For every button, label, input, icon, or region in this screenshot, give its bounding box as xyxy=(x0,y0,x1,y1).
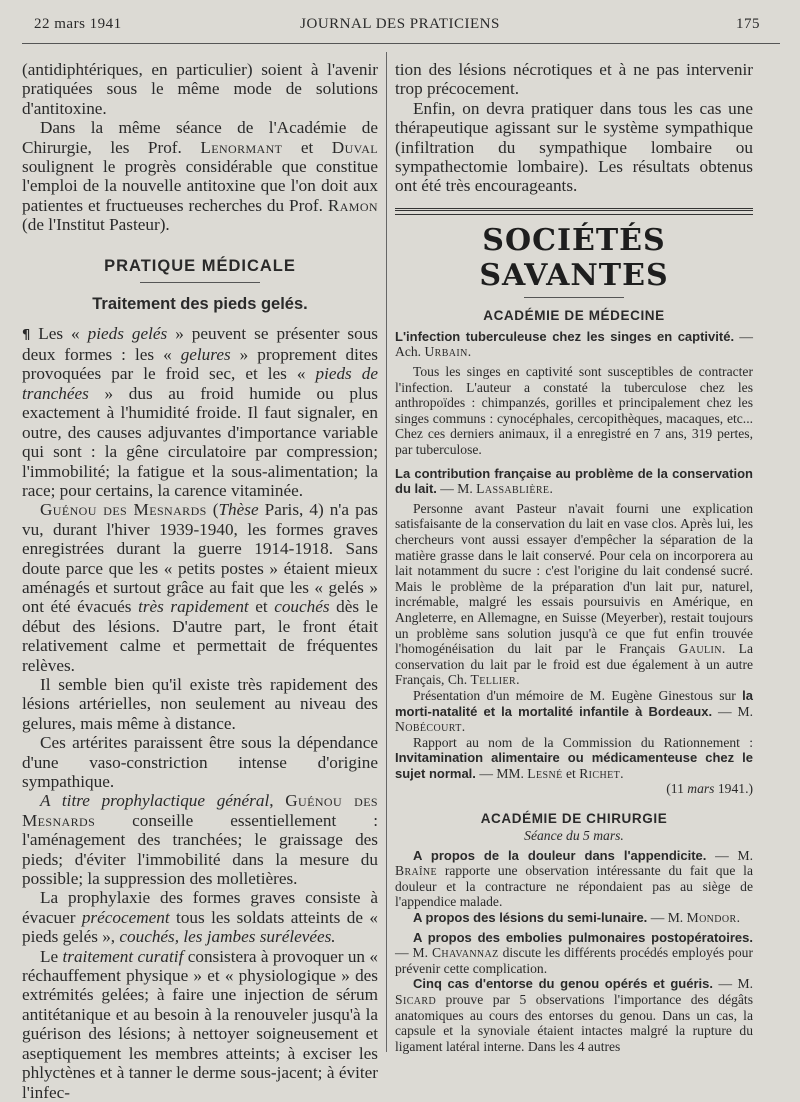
journal-title: JOURNAL DES PRATICIENS xyxy=(300,16,500,32)
header-rule xyxy=(22,43,780,44)
abstract-title: La contribution française au problème de la conservation du lait. — M. Lassablière. xyxy=(395,465,753,497)
paragraph: (antidiphtériques, en particulier) soient à l'avenir pratiquées sous le même mode de solutions d'antitoxine. xyxy=(22,60,378,118)
author-name: Guénou des Mesnards xyxy=(40,500,207,520)
abstract-entry: A propos de la douleur dans l'appendicite. — M. Braîne rapporte une observation intéressante du fait que la douleur et la contracture ne répondaient pas au siège de l'appendice malade. xyxy=(395,847,753,910)
abstract-entry: A propos des embolies pulmonaires postopératoires. — M. Chavannaz discute les différents procédés employés pour prévenir cette complication. xyxy=(395,929,753,976)
paragraph: A titre prophylactique général, Guénou des Mesnards conseille essentiellement : l'aménagement des tranchées; le graissage des pieds; d'éviter l'immobilité dans la mesure du possible; la suppression des molletières. xyxy=(22,791,378,889)
page-number: 175 xyxy=(736,16,760,32)
author-name: Richet xyxy=(579,765,621,781)
abstract-entry: Cinq cas d'entorse du genou opérés et guéris. — M. Sicard prouve par 5 observations l'importance des dégâts anatomiques au cours des entorses du genou. Dans un cas, la capsule et la synoviale étaient intactes malgré la rupture du ligament latéral interne. Dans les 4 autres xyxy=(395,976,753,1054)
abstract-title: L'infection tuberculeuse chez les singes en captivité. — Ach. Urbain. xyxy=(395,328,753,360)
right-column xyxy=(395,60,753,1054)
institution-heading: ACADÉMIE DE MÉDECINE xyxy=(483,307,665,323)
abstract-body: Tous les singes en captivité sont susceptibles de contracter l'infection. L'auteur a constaté la tuberculose chez les anthropoïdes : chimpanzés, gorilles et principalement chez les singes communs : cynocéphales, cercopithèques, macaques, etc... Chez ces derniers animaux, il a enregistré en 7 ans, 319 pertes, par tuberculose. xyxy=(395,364,753,457)
abstract-entry: Présentation d'un mémoire de M. Eugène Ginestous sur la morti-natalité et la mortalité infantile à Bordeaux. — M. Nobécourt. xyxy=(395,687,753,735)
author-name: Urbain xyxy=(424,344,468,360)
left-column xyxy=(22,60,378,1102)
author-name: Lenormant xyxy=(200,137,283,157)
author-name: Duval xyxy=(331,137,378,157)
paragraph: Le traitement curatif consistera à provoquer un « réchauffement physique » et « physiologique » des extrémités gelées; à faire une injection de sérum antitétanique et au besoin à la renouveler jusqu'à la guérison des lésions; à nettoyer soigneusement et aseptiquement les membres atteints; à exciser les phlyctènes et à tanner le derme sous-jacent; à éviter l'infec- xyxy=(22,946,378,1102)
author-name: Ramon xyxy=(327,195,378,215)
author-name: Mondor xyxy=(686,910,737,926)
paragraph: Enfin, on devra pratiquer dans tous les cas une thérapeutique agissant sur le système sympathique (infiltration du sympathique lombaire ou sympathectomie lombaire). Les résultats obtenus ont été très encourageants. xyxy=(395,98,753,196)
paragraph: tion des lésions nécrotiques et à ne pas intervenir trop précocement. xyxy=(395,60,753,99)
paragraph: Dans la même séance de l'Académie de Chirurgie, les Prof. Lenormant et Duval soulignent le progrès considérable que constitue l'emploi de la nouvelle antitoxine que l'on doit aux patientes et fructueuses recherches du Prof. Ramon (de l'Institut Pasteur). xyxy=(22,118,378,235)
session-line: Séance du 5 mars. xyxy=(524,828,624,844)
paragraph: La prophylaxie des formes graves consiste à évacuer précocement tous les soldats atteints de « pieds gelés », couchés, les jambes surélevées. xyxy=(22,888,378,947)
pilcrow-icon: ¶ xyxy=(22,327,31,343)
abstract-entry: A propos des lésions du semi-lunaire. — M. Mondor. xyxy=(413,910,741,926)
author-name: Guénou des Mesnards xyxy=(22,791,378,830)
paragraph: Ces artérites paraissent être sous la dépendance d'une vaso-constriction intense d'origine sympathique. xyxy=(22,733,378,791)
author-name: Lesné xyxy=(527,765,563,781)
author-name: Nobécourt xyxy=(395,719,462,735)
column-divider xyxy=(386,52,387,1052)
session-date: (11 mars 1941.) xyxy=(666,781,753,797)
section-heading: PRATIQUE MÉDICALE xyxy=(104,256,296,275)
author-name: Gaulin xyxy=(678,641,722,657)
abstract-entry: Rapport au nom de la Commission du Rationnement : Invitamination alimentaire ou médicamenteuse chez le sujet normal. — MM. Lesné et Richet. xyxy=(395,734,753,781)
article-title: Traitement des pieds gelés. xyxy=(92,294,308,313)
paragraph: ¶ Les « pieds gelés » peuvent se présenter sous deux formes : les « gelures » proprement dites provoquées par le froid sec, et les « pieds de tranchées » dus au froid humide ou plus exactement à l'humidité froide. Il faut signaler, en outre, des causes adjuvantes d'importance variable qui sont : la gêne circulatoire par compression; l'immobilité; la fatigue et la sous-alimentation; la race; pour certains, la carence vitaminée. xyxy=(22,323,378,500)
abstract-body: Personne avant Pasteur n'avait fourni une explication satisfaisante de la conservation du lait en vase clos. Après lui, les chercheurs vont aussi essayer d'empêcher la séparation de la matière grasse dans le lait conservé. Pour cela on incorporera au lait notamment du sucre : c'est l'origine du lait condensé sucré. Mais le problème de la préparation d'un lait pur, naturel, incrémable, malgré les essais poursuivis en Amérique, en Angleterre, en Allemagne, en Suisse (Meyerber), restait toujours un problème sans solution jusqu'à ce que fut enfin trouvée l'homogénéisation du lait par le Français Gaulin. La conservation du lait par le froid est due également à un autre Français, Ch. Tellier. xyxy=(395,500,753,688)
section-banner: SOCIÉTÉS SAVANTES xyxy=(479,222,669,293)
author-name: Lassablière xyxy=(476,481,550,497)
paragraph: Il semble bien qu'il existe très rapidement des lésions artérielles, non seulement au niveau des gelures, mais même à distance. xyxy=(22,674,378,733)
author-name: Tellier xyxy=(470,672,517,688)
issue-date: 22 mars 1941 xyxy=(34,16,122,32)
institution-heading: ACADÉMIE DE CHIRURGIE xyxy=(480,811,668,827)
banner-rule xyxy=(395,208,753,215)
running-header xyxy=(0,16,800,40)
paragraph: Guénou des Mesnards (Thèse Paris, 4) n'a pas vu, durant l'hiver 1939-1940, les formes graves enregistrées durant la guerre 1914-1918. Sans doute parce que les « petits postes » étaient mieux aménagés et surtout grâce au fait que les « gelés » ont été évacués très rapidement et couchés dès le début des lésions. D'autre part, le front était relativement calme et permettait de fréquentes relèves. xyxy=(22,500,378,675)
author-name: Sicard xyxy=(395,992,437,1007)
author-name: Braîne xyxy=(395,863,438,879)
author-name: Chavannaz xyxy=(431,945,499,961)
